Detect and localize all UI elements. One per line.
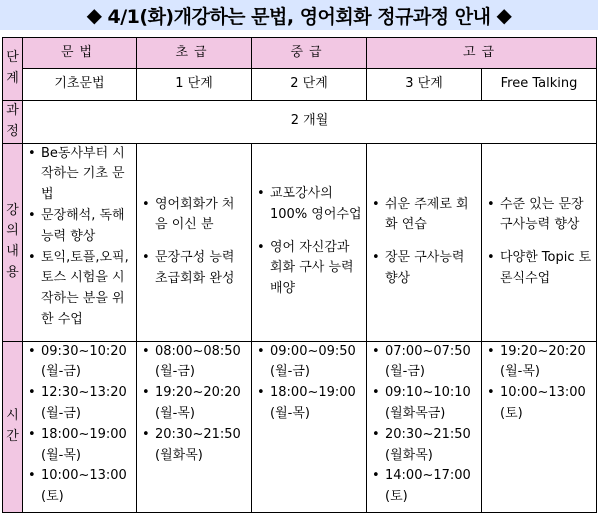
- level-cell: 3 단계: [367, 69, 482, 101]
- list-item: • 20:30~21:50 (월화목): [137, 425, 251, 467]
- black-diamond-icon: ◆: [496, 3, 512, 27]
- header-beginner: 초급: [137, 38, 252, 69]
- list-item: • 교포강사의 100% 영어수업: [252, 184, 366, 226]
- header-intermediate: 중급: [252, 38, 367, 69]
- content-row: [3, 143, 597, 341]
- time-cell-beginner: [137, 341, 252, 512]
- list-item: • 10:00~13:00 (토): [482, 383, 596, 425]
- list-item: • 12:30~13:20 (월-금): [23, 383, 136, 425]
- row-label-content: 강의내용: [3, 143, 23, 341]
- page-title: [0, 0, 598, 30]
- row-label-time: 시간: [3, 341, 23, 512]
- list-item: • 18:00~19:00 (월-목): [23, 425, 136, 467]
- list-item: • 19:20~20:20 (월-목): [137, 383, 251, 425]
- content-cell-grammar: [23, 143, 137, 341]
- list-item: • 07:00~07:50 (월-금): [367, 342, 481, 384]
- list-item: • 문장해석, 독해능력 향상: [23, 206, 136, 248]
- time-cell-free-talking: [482, 341, 597, 512]
- list-item: • Be동사부터 시작하는 기초 문법: [23, 144, 136, 206]
- list-item: • 14:00~17:00 (토): [367, 466, 481, 508]
- content-cell-level3: [367, 143, 482, 341]
- time-row: [3, 341, 597, 512]
- list-item: • 19:20~20:20 (월-목): [482, 342, 596, 384]
- level-cell: 기초문법: [23, 69, 137, 101]
- header-grammar: 문법: [23, 38, 137, 69]
- title-text: 4/1(화)개강하는 문법, 영어회화 정규과정 안내: [107, 5, 491, 28]
- list-item: • 20:30~21:50 (월화목): [367, 425, 481, 467]
- time-cell-grammar: [23, 341, 137, 512]
- level-cell: 2 단계: [252, 69, 367, 101]
- content-cell-intermediate: [252, 143, 367, 341]
- level-row: [3, 69, 597, 101]
- header-advanced: 고급: [367, 38, 597, 69]
- list-item: • 수준 있는 문장 구사능력 향상: [482, 195, 596, 237]
- list-item: • 영어회화가 처음 이신 분: [137, 195, 251, 237]
- list-item: • 쉬운 주제로 회화 연습: [367, 195, 481, 237]
- list-item: • 08:00~08:50 (월-금): [137, 342, 251, 384]
- list-item: • 다양한 Topic 토론식수업: [482, 248, 596, 290]
- list-item: • 09:00~09:50 (월-금): [252, 342, 366, 384]
- course-row: [3, 101, 597, 144]
- content-cell-beginner: [137, 143, 252, 341]
- header-row: [3, 38, 597, 69]
- list-item: • 18:00~19:00 (월-목): [252, 383, 366, 425]
- content-cell-free-talking: [482, 143, 597, 341]
- time-cell-level3: [367, 341, 482, 512]
- list-item: • 10:00~13:00 (토): [23, 466, 136, 508]
- list-item: • 문장구성 능력 초급회화 완성: [137, 248, 251, 290]
- course-duration: 2 개월: [23, 101, 597, 144]
- level-cell: 1 단계: [137, 69, 252, 101]
- row-label-course: 과정: [3, 101, 23, 144]
- list-item: • 토익,토플,오픽,토스 시험을 시작하는 분을 위한 수업: [23, 248, 136, 331]
- list-item: • 09:10~10:10 (월화목금): [367, 383, 481, 425]
- time-cell-intermediate: [252, 341, 367, 512]
- row-label-level: 단계: [3, 38, 23, 101]
- level-cell: Free Talking: [482, 69, 597, 101]
- list-item: • 장문 구사능력 향상: [367, 248, 481, 290]
- black-diamond-icon: ◆: [86, 3, 102, 27]
- list-item: • 09:30~10:20 (월-금): [23, 342, 136, 384]
- schedule-table: [2, 37, 597, 513]
- list-item: • 영어 자신감과 회화 구사 능력 배양: [252, 238, 366, 300]
